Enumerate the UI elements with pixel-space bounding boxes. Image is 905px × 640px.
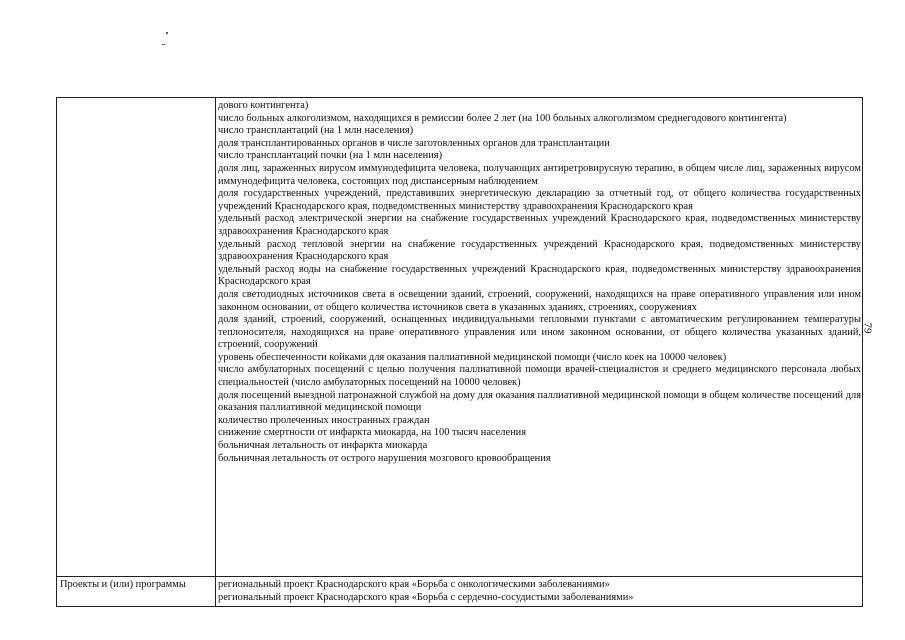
- indicator-item: удельный расход тепловой энергии на снабжение государственных учреждений Краснодарского края, подведомственных министерству здравоохранения Краснодарского края: [218, 238, 861, 263]
- indicator-item: доля посещений выездной патронажной службой на дому для оказания паллиативной медицинской помощи в общем количестве посещений для оказания паллиативной медицинской помощи: [218, 389, 861, 414]
- indicator-item: доля государственных учреждений, представивших энергетическую декларацию за отчетный год, от общего количества государственных учреждений Краснодарского края, подведомственных министерству здравоохранения Краснодарского края: [218, 188, 861, 212]
- indicator-item: доля трансплантированных органов в числе заготовленных органов для трансплантации: [218, 137, 610, 149]
- table-row-divider: [57, 576, 862, 577]
- indicator-item: число трансплантаций (на 1 млн населения): [218, 125, 414, 137]
- indicator-item: число больных алкоголизмом, находящихся в ремиссии более 2 лет (на 100 больных алкоголизмом среднегодового контингента): [218, 112, 787, 124]
- scan-speck: [162, 44, 165, 45]
- indicator-item: доля лиц, зараженных вирусом иммунодефицита человека, получающих антиретровирусную терапию, в общем числе лиц, зараженных вирусом иммунодефицита человека, состоящих под диспансерным наблюдением: [218, 162, 861, 187]
- project-item: региональный проект Краснодарского края «Борьба с онкологическими заболеваниями»: [218, 579, 610, 590]
- indicator-item: больничная летальность от инфаркта миокарда: [218, 440, 428, 452]
- project-item: региональный проект Краснодарского края «Борьба с сердечно-сосудистыми заболеваниями»: [218, 591, 634, 603]
- indicator-item: больничная летальность от острого нарушения мозгового кровообращения: [218, 452, 551, 464]
- scan-speck: [166, 32, 168, 34]
- indicator-item: доля зданий, строений, сооружений, оснащенных индивидуальными тепловыми пунктами с автоматическим регулированием температуры теплоносителя, находящихся на праве оперативного управления или ином законном основании, от общего количества указанных зданий, строений, сооружений: [218, 314, 861, 351]
- indicator-item: число трансплантаций почки (на 1 млн населения): [218, 150, 443, 162]
- indicator-item: снижение смертности от инфаркта миокарда, на 100 тысяч населения: [218, 427, 526, 439]
- indicator-item: число амбулаторных посещений с целью получения паллиативной помощи врачей-специалистов и среднего медицинского персонала любых специальностей (число амбулаторных посещений на 10000 человек): [218, 364, 861, 389]
- indicator-item: удельный расход воды на снабжение государственных учреждений Краснодарского края, подведомственных министерству здравоохранения Краснодарского края: [218, 263, 861, 288]
- indicators-list: [218, 100, 861, 465]
- indicator-item: удельный расход электрической энергии на снабжение государственных учреждений Краснодарского края, подведомственных министерству здравоохранения Краснодарского края: [218, 213, 861, 237]
- page-number: 79: [861, 322, 874, 334]
- indicators-table: [56, 97, 863, 607]
- indicator-item: уровень обеспеченности койками для оказания паллиативной медицинской помощи (число коек на 10000 человек): [218, 351, 727, 363]
- projects-list: [218, 579, 861, 604]
- table-column-divider: [215, 98, 216, 606]
- projects-label: Проекты и (или) программы: [60, 579, 186, 590]
- indicator-item: количество пролеченных иностранных граждан: [218, 414, 430, 426]
- indicator-item: доля светодиодных источников света в освещении зданий, строений, сооружений, находящихся на праве оперативного управления или ином законном основании, от общего количества источников света в указанных зданиях, строениях, сооружениях: [218, 288, 861, 313]
- indicator-item: дового контингента): [218, 100, 309, 111]
